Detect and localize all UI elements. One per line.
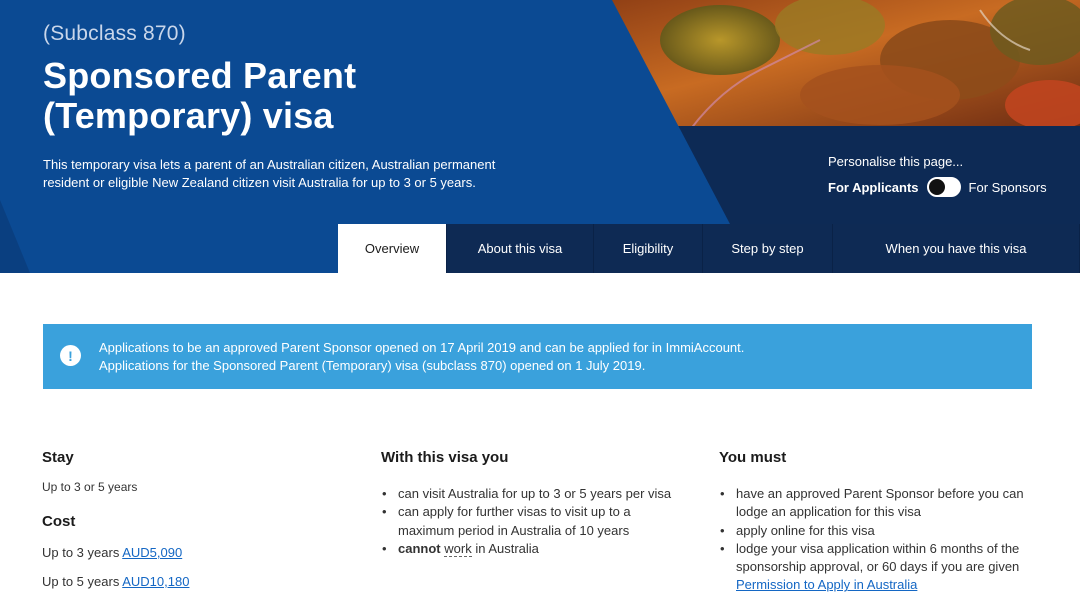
work-term-link[interactable]: work bbox=[444, 540, 472, 556]
you-must-column bbox=[719, 449, 1039, 595]
with-this-visa-column bbox=[381, 449, 681, 558]
hero-text bbox=[43, 22, 563, 192]
personalise-panel bbox=[828, 154, 1047, 197]
cost-3-years-label: Up to 3 years bbox=[42, 545, 123, 560]
list-item bbox=[381, 540, 681, 558]
tab-overview[interactable]: Overview bbox=[338, 224, 447, 273]
with-visa-list bbox=[381, 485, 681, 558]
visa-description: This temporary visa lets a parent of an Australian citizen, Australian permanent resident or eligible New Zealand citizen visit Australia for up to 3 or 5 years. bbox=[43, 157, 496, 190]
visa-subclass: (Subclass 870) bbox=[43, 22, 186, 45]
page-title bbox=[43, 56, 563, 136]
audience-toggle[interactable] bbox=[927, 177, 961, 197]
you-must-heading: You must bbox=[719, 449, 787, 466]
list-item bbox=[719, 540, 1039, 595]
page-title-line1: Sponsored Parent bbox=[43, 55, 357, 96]
cost-3-years-link[interactable]: AUD5,090 bbox=[122, 545, 183, 560]
cost-5-years-label: Up to 5 years bbox=[42, 574, 123, 589]
permission-to-apply-link[interactable]: Permission to Apply in Australia bbox=[736, 577, 918, 593]
with-visa-heading: With this visa you bbox=[381, 449, 509, 466]
alert-text bbox=[99, 339, 744, 375]
for-applicants-option[interactable]: For Applicants bbox=[828, 179, 919, 195]
alert-line-1: Applications to be an approved Parent Sponsor opened on 17 April 2019 and can be applied for in ImmiAccount. bbox=[99, 340, 745, 355]
list-item: • can visit Australia for up to 3 or 5 years per visa bbox=[381, 485, 681, 503]
visa-tabs bbox=[338, 224, 1080, 273]
cannot-text: cannot bbox=[398, 540, 441, 556]
cost-5-years-link[interactable]: AUD10,180 bbox=[122, 574, 190, 589]
toggle-knob bbox=[929, 179, 945, 195]
lodge-text: lodge your visa application within 6 months of the sponsorship approval, or 60 days if you are given bbox=[736, 540, 1020, 575]
exclamation-icon: ! bbox=[60, 345, 81, 366]
tab-step-by-step[interactable]: Step by step bbox=[703, 224, 833, 273]
for-sponsors-option[interactable]: For Sponsors bbox=[968, 179, 1047, 195]
tab-about-this-visa[interactable]: About this visa bbox=[447, 224, 594, 273]
work-rest-text: in Australia bbox=[471, 540, 539, 556]
personalise-label: Personalise this page... bbox=[828, 154, 964, 169]
cost-5-years bbox=[42, 574, 342, 589]
page-title-line2: (Temporary) visa bbox=[43, 95, 334, 136]
list-item: • apply online for this visa bbox=[719, 522, 1039, 540]
alert-line-2: Applications for the Sponsored Parent (Temporary) visa (subclass 870) opened on 1 July 2019. bbox=[99, 358, 646, 373]
tab-eligibility[interactable]: Eligibility bbox=[594, 224, 703, 273]
stay-value: Up to 3 or 5 years bbox=[42, 480, 138, 494]
cost-heading: Cost bbox=[42, 513, 76, 530]
you-must-list bbox=[719, 485, 1039, 595]
tab-when-you-have-this-visa[interactable]: When you have this visa bbox=[833, 224, 1080, 273]
cost-3-years bbox=[42, 545, 342, 560]
stay-heading: Stay bbox=[42, 449, 74, 466]
info-alert bbox=[43, 324, 1032, 389]
stay-cost-column bbox=[42, 449, 342, 589]
hero-banner bbox=[0, 0, 1080, 273]
list-item: • can apply for further visas to visit up to a maximum period in Australia of 10 years bbox=[381, 503, 681, 540]
list-item: • have an approved Parent Sponsor before you can lodge an application for this visa bbox=[719, 485, 1039, 522]
personalise-switch bbox=[828, 177, 1047, 197]
